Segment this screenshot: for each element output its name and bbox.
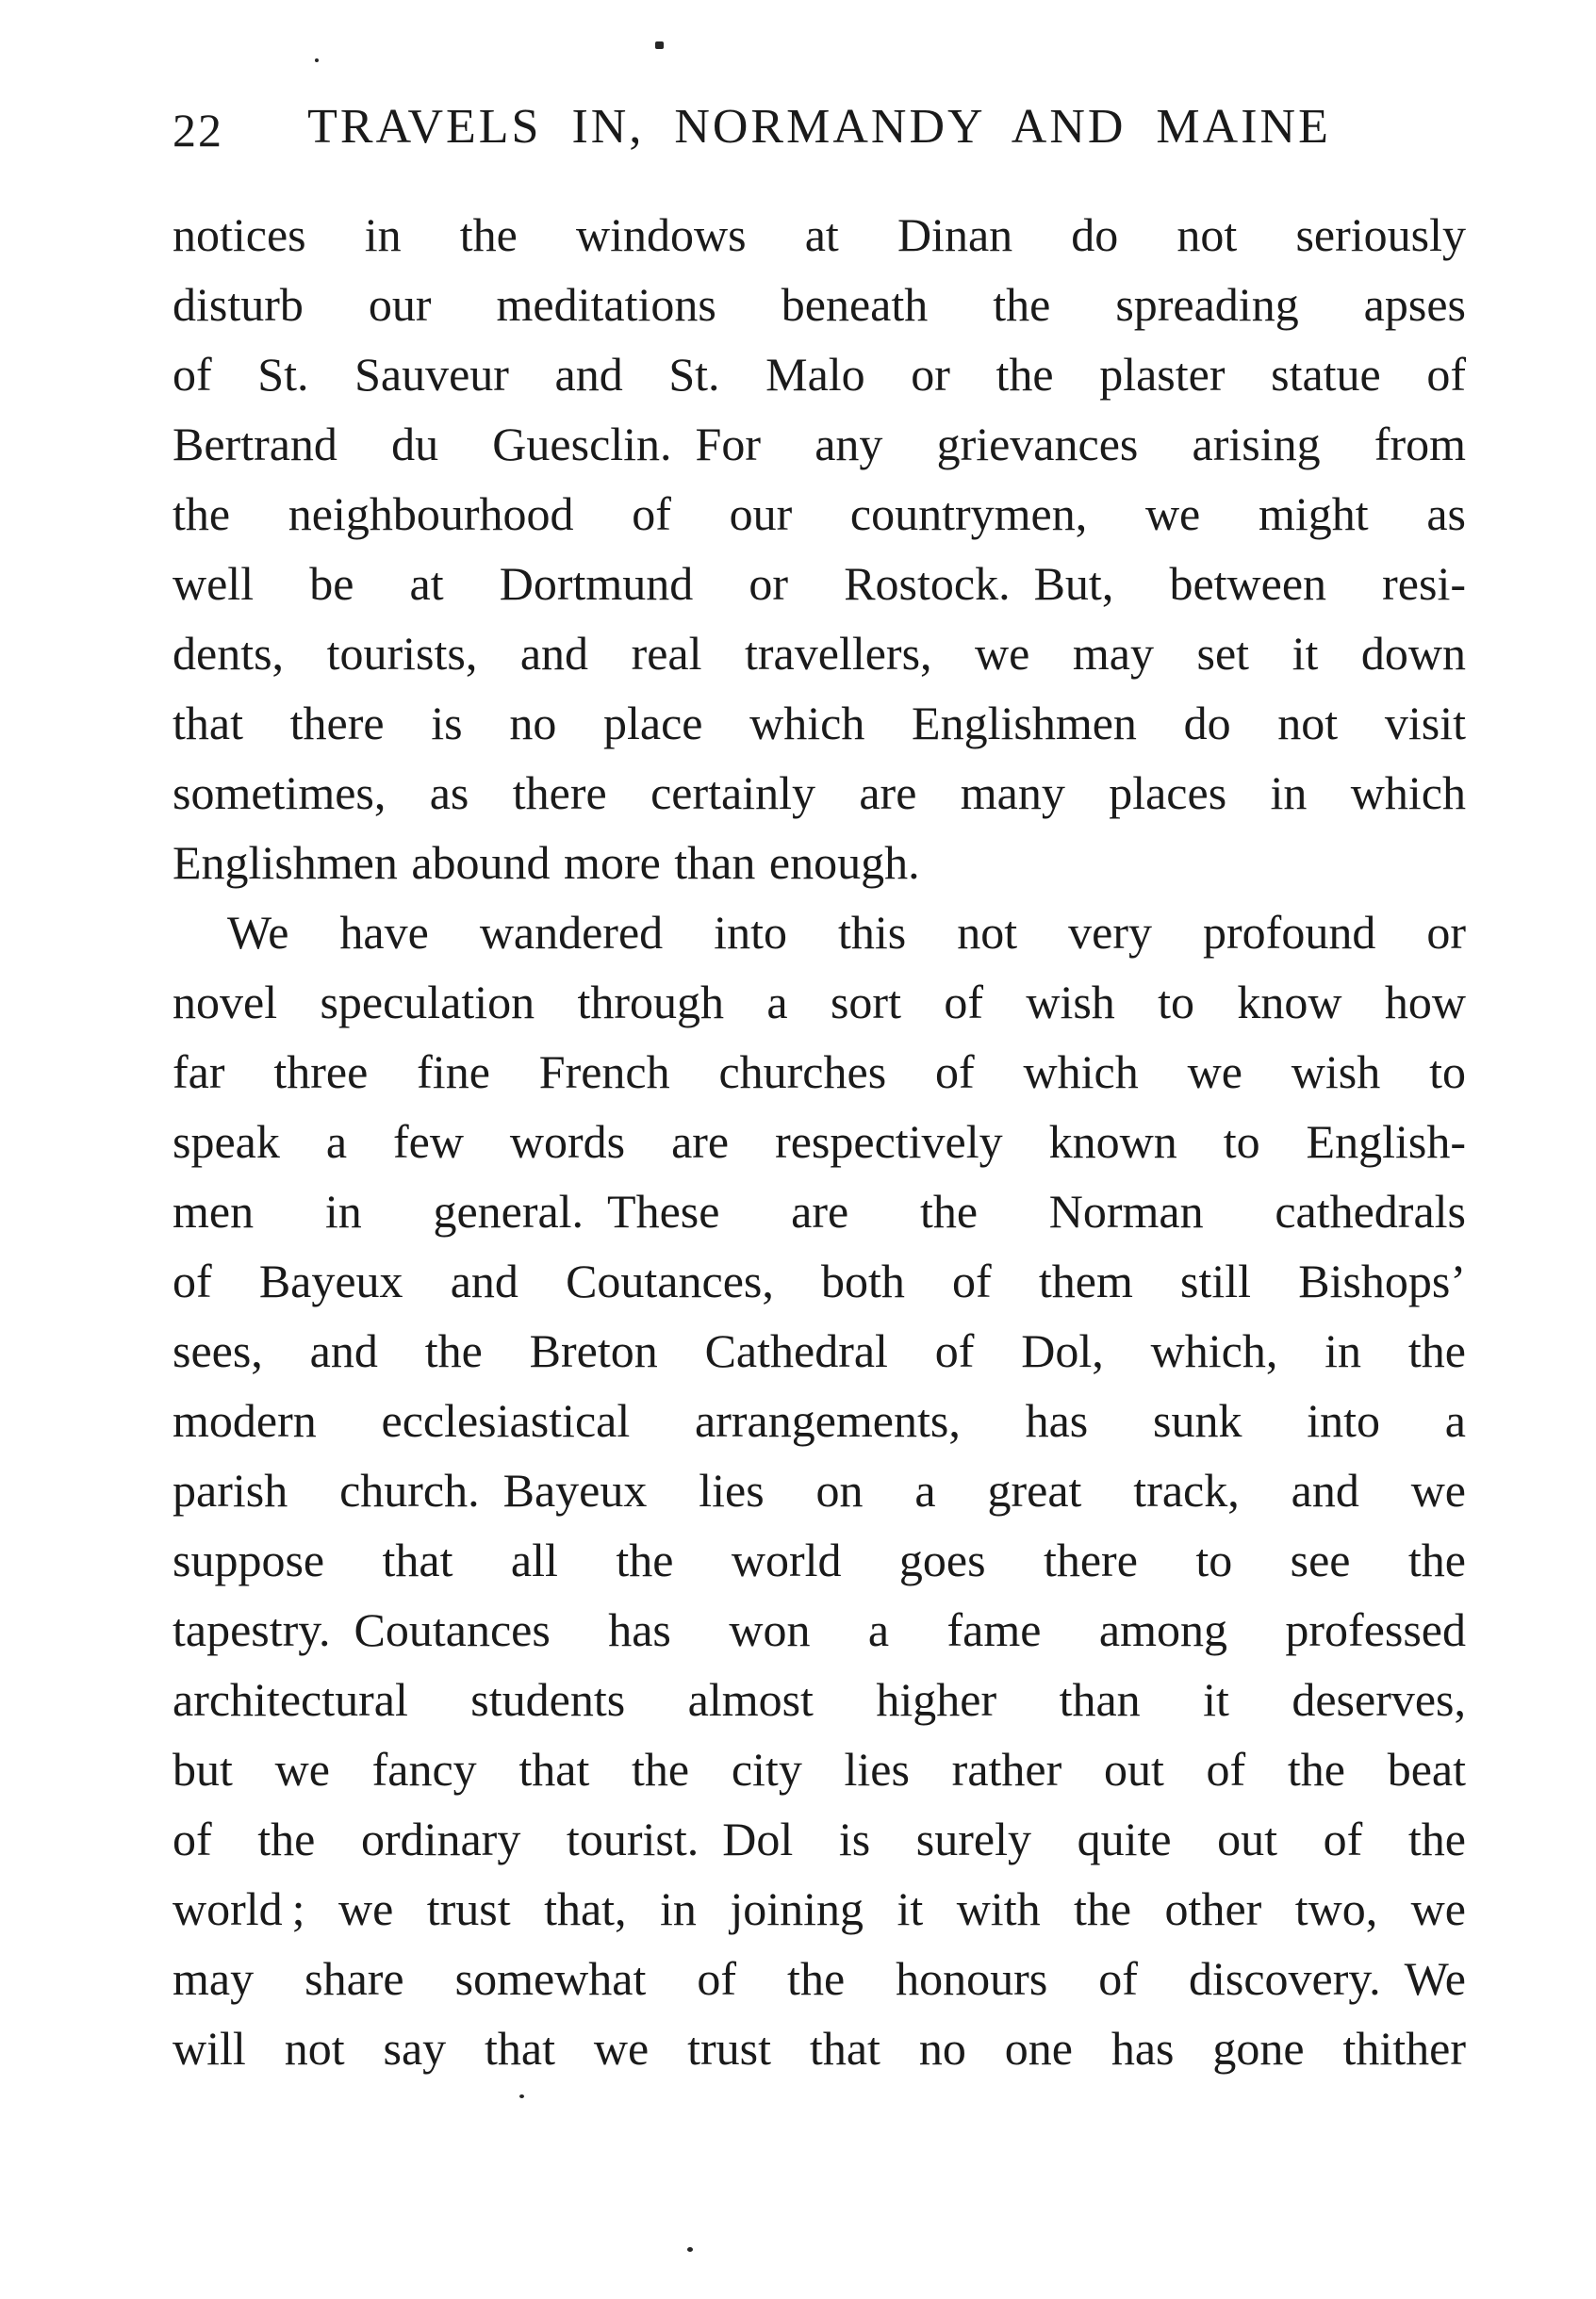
text-line: sees, and the Breton Cathedral of Dol, which, in the	[173, 1324, 1466, 1377]
text-line: sometimes, as there certainly are many places in which	[173, 766, 1466, 819]
scan-speck	[519, 2094, 524, 2098]
text-line: may share somewhat of the honours of discovery. We	[173, 1952, 1466, 2005]
text-line: architectural students almost higher than it deserves,	[173, 1673, 1466, 1726]
scan-speck	[315, 58, 319, 62]
text-line: well be at Dortmund or Rostock. But, between resi-	[173, 557, 1466, 610]
text-line: men in general. These are the Norman cathedrals	[173, 1185, 1466, 1238]
text-line: world ; we trust that, in joining it with the other two, we	[173, 1882, 1466, 1935]
scan-speck	[655, 41, 664, 49]
text-line: Bertrand du Guesclin. For any grievances arising from	[173, 418, 1466, 470]
text-line: tapestry. Coutances has won a fame among professed	[173, 1603, 1466, 1656]
text-line: speak a few words are respectively known to English-	[173, 1115, 1466, 1168]
text-line: but we fancy that the city lies rather out of the beat	[173, 1743, 1466, 1796]
page-number: 22	[173, 104, 223, 156]
text-line: notices in the windows at Dinan do not seriously	[173, 208, 1466, 261]
text-line: novel speculation through a sort of wish to know how	[173, 976, 1466, 1028]
text-line: the neighbourhood of our countrymen, we might as	[173, 487, 1466, 540]
running-title: TRAVELS IN, NORMANDY AND MAINE	[307, 100, 1331, 154]
text-line: far three fine French churches of which we wish to	[173, 1045, 1466, 1098]
paragraph	[173, 897, 1466, 2083]
text-line: of the ordinary tourist. Dol is surely quite out of the	[173, 1813, 1466, 1865]
text-line: of Bayeux and Coutances, both of them still Bishops’	[173, 1255, 1466, 1307]
text-line: modern ecclesiastical arrangements, has sunk into a	[173, 1394, 1466, 1447]
text-line: We have wandered into this not very profound or	[227, 906, 1466, 959]
text-line: disturb our meditations beneath the spreading apses	[173, 278, 1466, 331]
scan-speck	[687, 2247, 693, 2252]
text-line: will not say that we trust that no one has gone thither	[173, 2022, 1466, 2075]
page-text	[173, 200, 1466, 2083]
text-line: of St. Sauveur and St. Malo or the plaster statue of	[173, 348, 1466, 401]
text-line: parish church. Bayeux lies on a great track, and we	[173, 1464, 1466, 1517]
text-line: dents, tourists, and real travellers, we may set it down	[173, 627, 1466, 680]
text-line: that there is no place which Englishmen do not visit	[173, 697, 1466, 749]
text-line: suppose that all the world goes there to see the	[173, 1534, 1466, 1586]
text-line: Englishmen abound more than enough.	[173, 836, 920, 889]
paragraph	[173, 200, 1466, 897]
page-header	[173, 100, 1466, 160]
